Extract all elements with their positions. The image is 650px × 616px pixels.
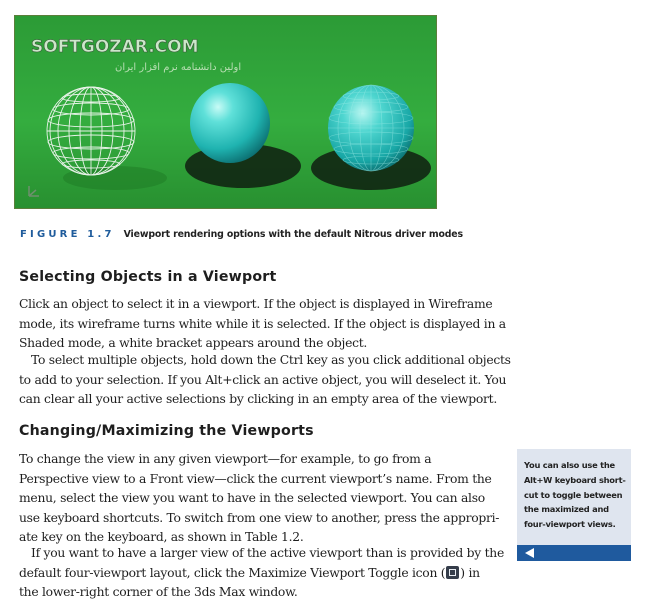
figure-caption [20, 222, 620, 241]
text-line: can clear all your active selections by clicking in an empty area of the viewport. [19, 392, 497, 407]
watermark-sub: اولین دانشنامه نرم افزار ایران [115, 62, 242, 73]
text-line: use keyboard shortcuts. To switch from one view to another, press the appropri- [19, 510, 500, 525]
maximize-viewport-toggle-icon [446, 566, 459, 579]
text-line: the lower-right corner of the 3ds Max window. [19, 585, 298, 600]
text-fragment: default four-viewport layout, click the Maximize Viewport Toggle icon ( [19, 565, 446, 580]
text-line: To change the view in any given viewport—for example, to go from a [19, 452, 432, 466]
text-line: If you want to have a larger view of the active viewport than is provided by the [31, 546, 504, 560]
text-line: ate key on the keyboard, as shown in Table 1.2. [19, 530, 304, 545]
margin-note-text [524, 458, 628, 532]
text-line: To select multiple objects, hold down the Ctrl key as you click additional objects [31, 353, 511, 367]
paragraph-change-view [19, 450, 509, 548]
text-line [19, 564, 519, 584]
text-line: the maximized and [524, 504, 609, 515]
text-line: mode, its wireframe turns white while it is selected. If the object is displayed in a [19, 316, 506, 331]
text-fragment: ) in [460, 565, 480, 580]
paragraph-select-object [19, 295, 509, 354]
watermark-main: SOFTGOZAR.COM [31, 37, 199, 57]
heading-selecting-objects: Selecting Objects in a Viewport [19, 269, 277, 285]
heading-changing-viewports: Changing/Maximizing the Viewports [19, 423, 314, 439]
margin-note [517, 449, 631, 561]
viewport-render [15, 16, 436, 208]
figure-label: FIGURE 1.7 [20, 229, 115, 240]
paragraph-maximize-viewport [19, 544, 519, 603]
text-line: four-viewport views. [524, 519, 616, 530]
text-line: Click an object to select it in a viewport. If the object is displayed in Wireframe [19, 297, 493, 311]
figure-image [14, 15, 437, 209]
text-line: to add to your selection. If you Alt+click an active object, you will deselect it. You [19, 372, 507, 387]
text-line: Perspective view to a Front view—click the current viewport’s name. From the [19, 471, 492, 486]
text-line: Alt+W keyboard short- [524, 474, 626, 485]
triangle-left-icon [525, 548, 534, 558]
text-line: cut to toggle between [524, 489, 623, 500]
figure-caption-text: Viewport rendering options with the default Nitrous driver modes [123, 229, 463, 240]
margin-note-bar [517, 545, 631, 561]
text-line: Shaded mode, a white bracket appears around the object. [19, 336, 368, 351]
text-line: You can also use the [524, 460, 615, 470]
text-line: menu, select the view you want to have in the selected viewport. You can also [19, 491, 485, 506]
paragraph-select-multiple [19, 351, 509, 410]
